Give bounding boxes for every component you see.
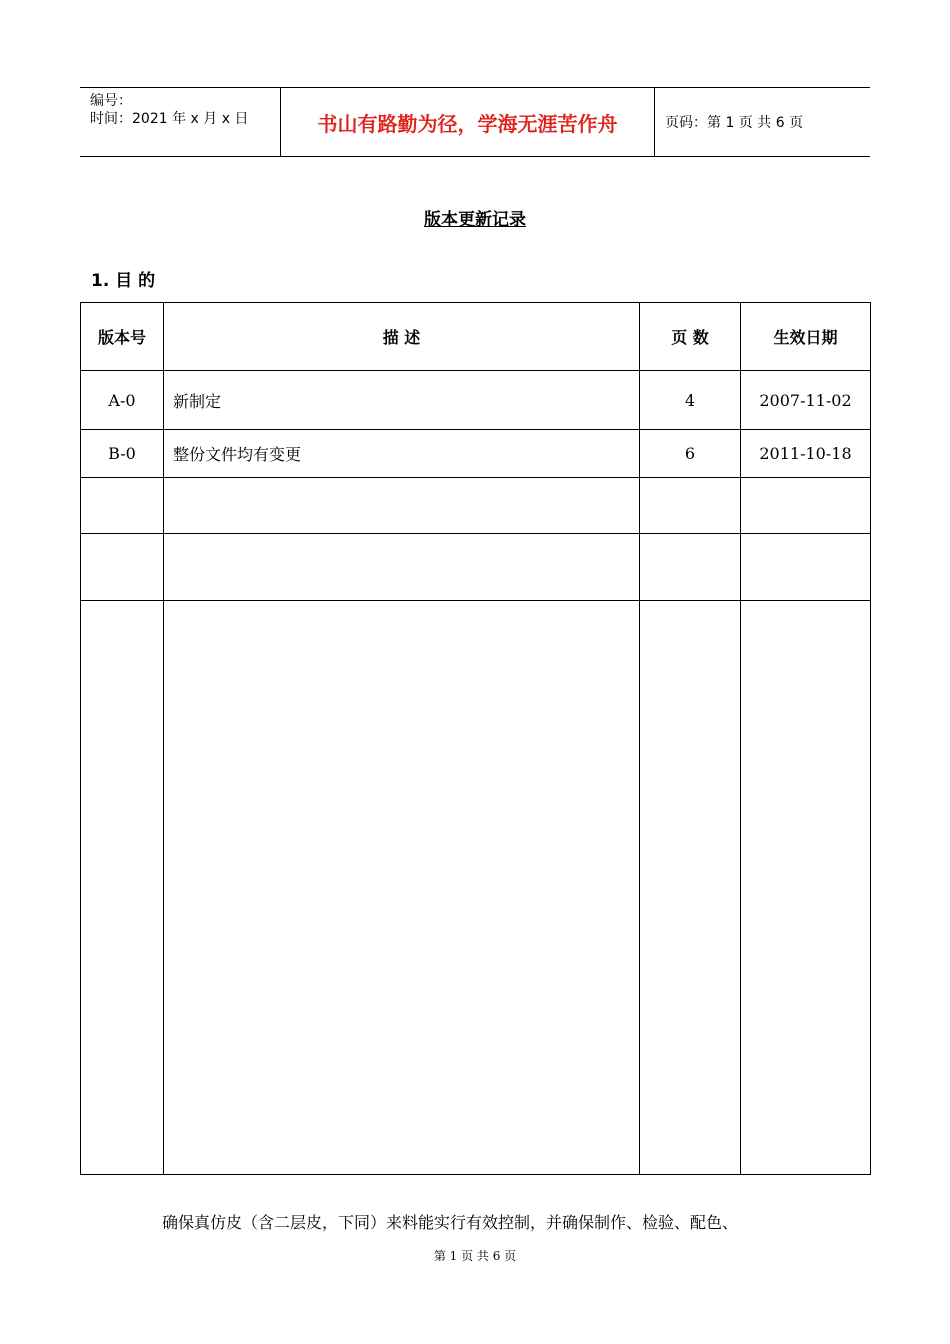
table-row [81,478,871,534]
description-cell: 整份文件均有变更 [164,430,640,478]
table-row [81,430,871,478]
document-header [80,87,870,157]
section-heading: 1. 目 的 [91,271,156,291]
header-meta [80,88,281,156]
page-footer: 第 1 页 共 6 页 [433,1249,517,1263]
column-header-version: 版本号 [81,303,164,371]
effective-date-cell [741,478,871,534]
table-header-row [81,303,871,371]
description-cell [164,478,640,534]
document-title: 版本更新记录 [424,210,526,230]
table-row [81,534,871,601]
table-row [81,601,871,1175]
description-cell [164,534,640,601]
effective-date-cell: 2007-11-02 [741,371,871,430]
effective-date-cell [741,534,871,601]
column-header-pages: 页 数 [640,303,741,371]
version-cell: B-0 [81,430,164,478]
table-row [81,371,871,430]
header-motto: 书山有路勤为径，学海无涯苦作舟 [281,88,655,156]
description-cell: 新制定 [164,371,640,430]
pages-cell [640,478,741,534]
version-cell: A-0 [81,371,164,430]
body-paragraph: 确保真仿皮（含二层皮，下同）来料能实行有效控制，并确保制作、检验、配色、 [162,1213,739,1232]
document-time-label: 时间：2021 年 x 月 x 日 [90,111,249,127]
pages-cell [640,601,741,1175]
version-cell [81,601,164,1175]
column-header-effective-date: 生效日期 [741,303,871,371]
description-cell [164,601,640,1175]
header-page-info: 页码：第 1 页 共 6 页 [665,115,804,131]
document-number-label: 编号： [90,93,132,109]
pages-cell [640,534,741,601]
revision-table [80,302,871,1175]
column-header-description: 描 述 [164,303,640,371]
effective-date-cell: 2011-10-18 [741,430,871,478]
version-cell [81,478,164,534]
version-cell [81,534,164,601]
effective-date-cell [741,601,871,1175]
pages-cell: 6 [640,430,741,478]
pages-cell: 4 [640,371,741,430]
